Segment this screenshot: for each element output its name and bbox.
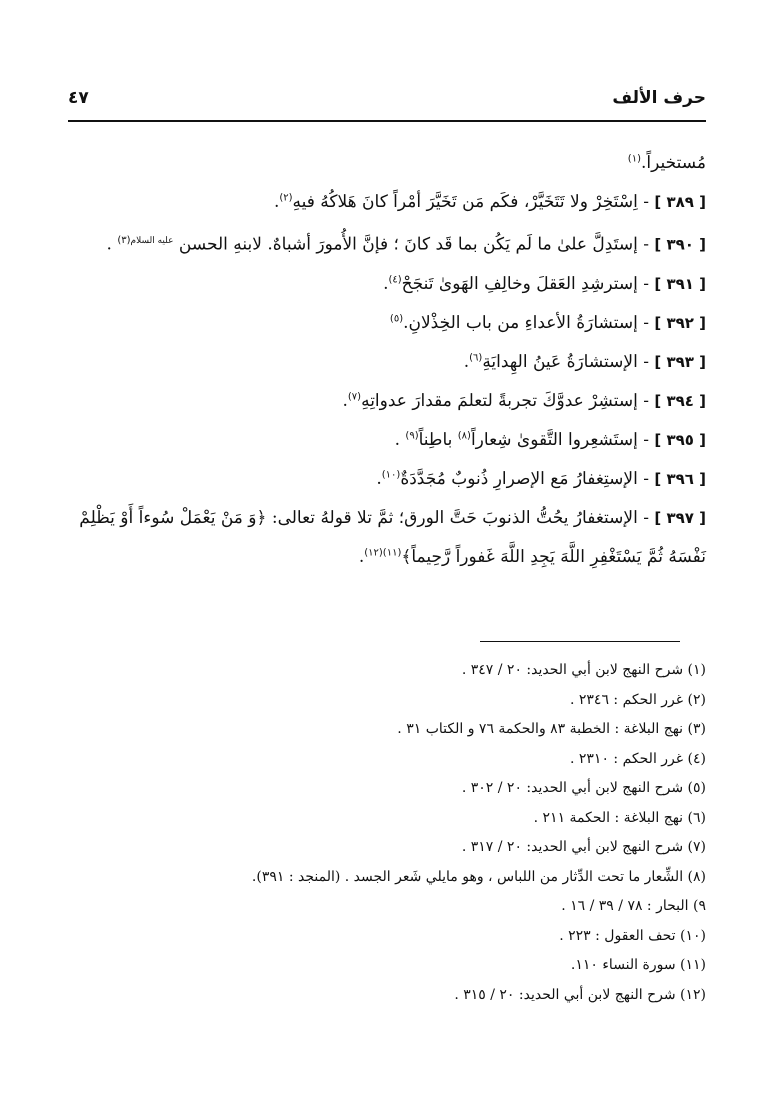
honorific-glyph: عليه السلام (130, 236, 174, 246)
entry-397: [ ٣٩٧ ] - الإستغفارُ يحُتُّ الذنوبَ حَتَّ الورق؛ ثمَّ تلا قولهُ تعالى: ﴿وَ مَنْ يَعْمَلْ سُوءاً أَوْ يَظْلِمْ (79, 507, 706, 528)
page-number: ٤٧ (68, 88, 89, 108)
footnote: (٢) غرر الحكم : ٢٣٤٦ . (569, 691, 706, 708)
entry-397-continuation: نَفْسَهُ ثُمَّ يَسْتَغْفِرِ اللَّهَ يَجِدِ اللَّهَ غَفوراً رَّحِيماً﴾$^{(١١)(١٢)}$. (358, 546, 706, 567)
footnotes (56, 656, 706, 1010)
entry-395: [ ٣٩٥ ] - إستَشعِروا التَّقوىٰ شِعاراً$^{(٨)}$ باطِناً$^{(٩)}$ . (394, 429, 706, 450)
header-rule (68, 120, 706, 122)
footnote: (٥) شرح النهج لابن أبي الحديد: ٢٠ / ٣٠٢ . (461, 780, 706, 796)
footnote: (١) شرح النهج لابن أبي الحديد: ٢٠ / ٣٤٧ . (461, 662, 706, 678)
page-header (68, 88, 706, 118)
footnote: (٦) نهج البلاغة : الحكمة ٢١١ . (533, 809, 706, 826)
footnote: (١١) سورة النساء ١١٠. (570, 957, 706, 973)
footnote-separator (480, 641, 680, 642)
entry-393: [ ٣٩٣ ] - الإستشارَةُ عَينُ الهِدايَةِ$^{(٦)}$. (463, 351, 706, 372)
chapter-title: حرف الألف (612, 88, 706, 108)
main-text (56, 144, 706, 577)
footnote: (٣) نهج البلاغة : الخطبة ٨٣ والحكمة ٧٦ و الكتاب ٣١ . (397, 721, 706, 737)
footnote: (٨) الشِّعار ما تحت الدِّثار من اللباس ، وهو مايلي شَعر الجسد . (المنجد : ٣٩١). (251, 868, 706, 885)
footnote: (٤) غرر الحكم : ٢٣١٠ . (569, 750, 706, 767)
entry-391: [ ٣٩١ ] - إسترشِدِ العَقلَ وخالِفِ الهَوىٰ تَنجَحْ$^{(٤)}$. (383, 273, 706, 294)
entry-396: [ ٣٩٦ ] - الإستِغفارُ مَع الإصرارِ ذُنوبٌ مُجَدَّدَةٌ$^{(١٠)}$. (376, 468, 706, 489)
entry-390: [ ٣٩٠ ] - إستَدِلَّ علىٰ ما لَم يَكُن بما قَد كانَ ؛ فإنَّ الأُمورَ أشباهٌ. لابنهِ الحسن $^{عليه السلام(٣)}$ . (106, 234, 706, 255)
footnote: (١٠) تحف العقول : ٢٢٣ . (559, 927, 706, 944)
footnote: (١٢) شرح النهج لابن أبي الحديد: ٢٠ / ٣١٥ . (454, 986, 706, 1003)
footnote: (٧) شرح النهج لابن أبي الحديد: ٢٠ / ٣١٧ . (461, 839, 706, 855)
entry-394: [ ٣٩٤ ] - إستشِرْ عدوَّكَ تجربةً لتعلمَ مقدارَ عدواتِهِ$^{(٧)}$. (342, 390, 706, 411)
entry-continuation: مُستخيراً.$^{(١)}$ (627, 153, 706, 173)
footnote: ٩) البحار : ٧٨ / ٣٩ / ١٦ . (561, 898, 706, 914)
entry-392: [ ٣٩٢ ] - إستشارَةُ الأعداءِ من باب الخِذْلانِ.$^{(٥)}$ (389, 312, 706, 333)
entry-389: [ ٣٨٩ ] - اِسْتَخِرْ ولا تَتَخَيَّرْ، فكَم مَن تَخَيَّرَ أمْراً كانَ هَلاكُهُ فيهِ$^{(٢)}$. (273, 192, 706, 212)
